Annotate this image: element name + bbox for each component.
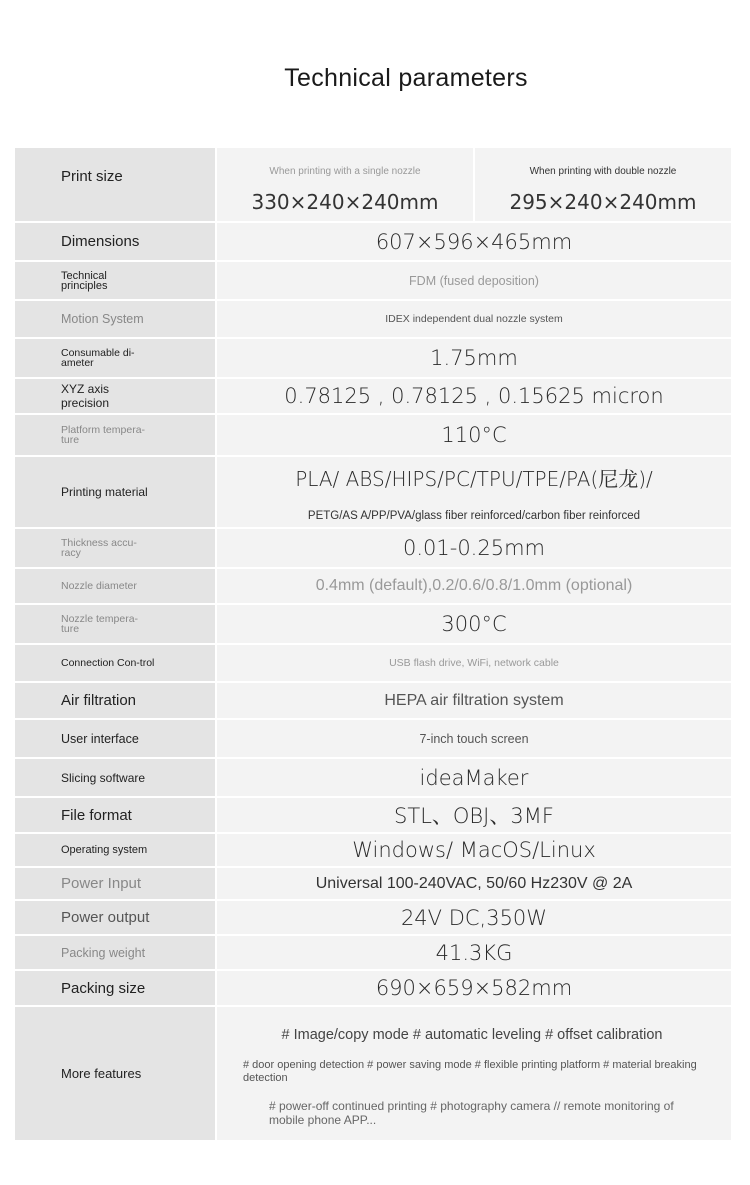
row-label: Slicing software — [15, 759, 215, 796]
double-nozzle-value: 295×240×240mm — [509, 190, 697, 214]
table-row — [15, 529, 731, 569]
row-value: USB flash drive, WiFi, network cable — [215, 645, 731, 681]
row-label: Packing weight — [15, 936, 215, 969]
table-row-print-size — [15, 148, 731, 223]
table-row — [15, 798, 731, 834]
row-label: Technical principles — [15, 262, 215, 299]
row-value — [215, 457, 731, 527]
table-row-more-features — [15, 1007, 731, 1140]
row-value: 24V DC,350W — [215, 901, 731, 934]
single-nozzle-caption: When printing with a single nozzle — [269, 166, 421, 177]
table-row — [15, 605, 731, 645]
row-label: Packing size — [15, 971, 215, 1005]
row-label: Consumable di-ameter — [15, 339, 215, 377]
row-value: 7-inch touch screen — [215, 720, 731, 757]
row-value: 0.01-0.25mm — [215, 529, 731, 567]
row-label: Nozzle tempera-ture — [15, 605, 215, 643]
spec-table — [15, 148, 731, 1140]
single-nozzle-value: 330×240×240mm — [251, 190, 439, 214]
table-row — [15, 301, 731, 339]
table-row — [15, 645, 731, 683]
row-label: User interface — [15, 720, 215, 757]
table-row — [15, 868, 731, 901]
row-value: Windows/ MacOS/Linux — [215, 834, 731, 866]
table-row — [15, 457, 731, 529]
double-nozzle-cell — [473, 148, 731, 221]
page-title: Technical parameters — [284, 64, 528, 92]
table-row — [15, 569, 731, 605]
row-value: 300°C — [215, 605, 731, 643]
row-label: File format — [15, 798, 215, 832]
row-value: ideaMaker — [215, 759, 731, 796]
row-label: Air filtration — [15, 683, 215, 718]
row-label: Power output — [15, 901, 215, 934]
row-value: Universal 100-240VAC, 50/60 Hz230V @ 2A — [215, 868, 731, 899]
row-label: XYZ axis precision — [15, 379, 215, 413]
table-row — [15, 834, 731, 868]
more-features-list — [215, 1007, 731, 1140]
table-row — [15, 415, 731, 457]
material-line-1: PLA/ ABS/HIPS/PC/TPU/TPE/PA(尼龙)/ — [295, 466, 653, 491]
feature-line-2: # door opening detection # power saving mode # flexible printing platform # material breaking detection — [243, 1059, 697, 1084]
row-value: IDEX independent dual nozzle system — [215, 301, 731, 337]
table-row — [15, 936, 731, 971]
row-label: Print size — [15, 148, 215, 221]
table-row — [15, 223, 731, 262]
feature-line-3: # power-off continued printing # photography camera // remote monitoring of mobile phone APP... — [269, 1099, 674, 1127]
row-label: Connection Con-trol — [15, 645, 215, 681]
row-label: Nozzle diameter — [15, 569, 215, 603]
table-row — [15, 901, 731, 936]
row-value: 1.75mm — [215, 339, 731, 377]
row-value: 607×596×465mm — [215, 223, 731, 260]
row-label: More features — [15, 1007, 215, 1140]
double-nozzle-caption: When printing with double nozzle — [529, 166, 677, 177]
table-row — [15, 379, 731, 415]
row-value: 0.4mm (default),0.2/0.6/0.8/1.0mm (optional) — [215, 569, 731, 603]
row-label: Thickness accu-racy — [15, 529, 215, 567]
row-label: Power Input — [15, 868, 215, 899]
row-label: Platform tempera-ture — [15, 415, 215, 455]
row-label: Operating system — [15, 834, 215, 866]
table-row — [15, 720, 731, 759]
row-value: 690×659×582mm — [215, 971, 731, 1005]
table-row — [15, 759, 731, 798]
table-row — [15, 971, 731, 1007]
row-value: HEPA air filtration system — [215, 683, 731, 718]
row-value: FDM (fused deposition) — [215, 262, 731, 299]
table-row — [15, 262, 731, 301]
table-row — [15, 683, 731, 720]
material-line-2: PETG/AS A/PP/PVA/glass fiber reinforced/carbon fiber reinforced — [307, 509, 641, 522]
feature-line-1: # Image/copy mode # automatic leveling # offset calibration — [281, 1027, 663, 1043]
single-nozzle-cell — [217, 148, 473, 221]
row-label: Printing material — [15, 457, 215, 527]
row-value: 0.78125 , 0.78125 , 0.15625 micron — [215, 379, 731, 413]
row-value: STL、OBJ、3MF — [215, 798, 731, 832]
row-value: 41.3KG — [215, 936, 731, 969]
row-value: 110°C — [215, 415, 731, 455]
row-label: Dimensions — [15, 223, 215, 260]
row-label: Motion System — [15, 301, 215, 337]
table-row — [15, 339, 731, 379]
print-size-values — [215, 148, 731, 221]
